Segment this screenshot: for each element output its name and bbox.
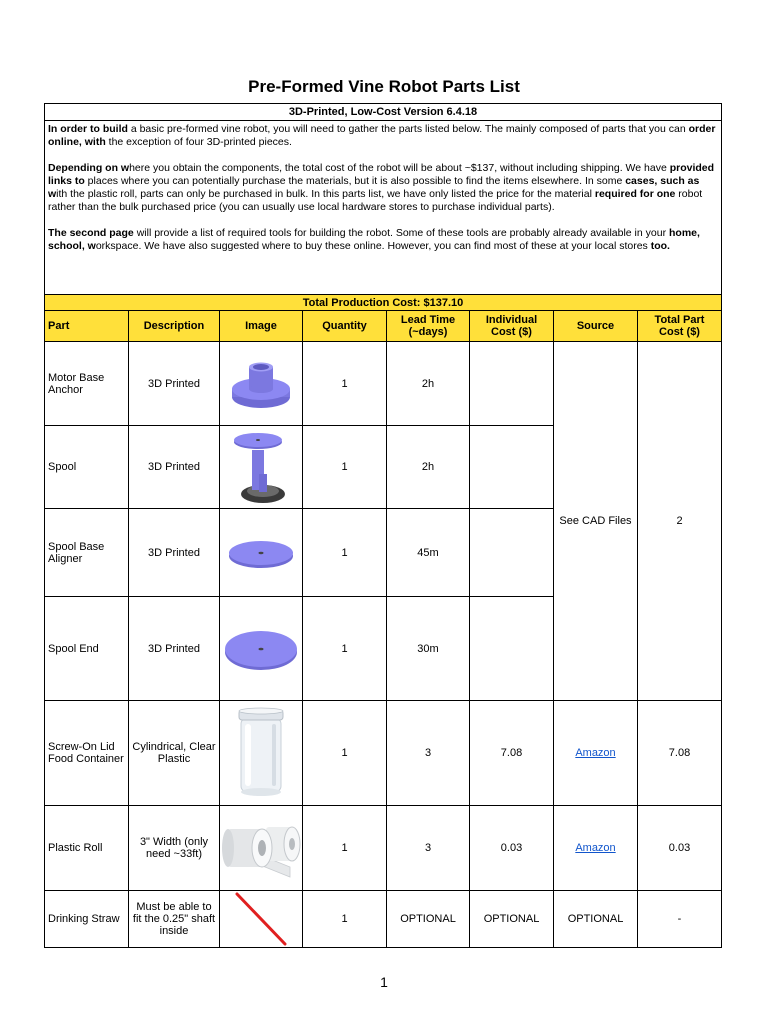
parts-table [44,103,722,948]
intro-text [45,121,722,295]
part-lead-time: 45m [387,509,470,597]
part-source [554,806,638,891]
part-description: 3" Width (only need ~33ft) [129,806,220,891]
part-individual-cost [470,597,554,701]
part-quantity: 1 [303,426,387,509]
part-description: 3D Printed [129,342,220,426]
intro-paragraph-1: In order to build a basic pre-formed vine robot, you will need to gather the parts listed below. The mainly composed of parts that you can order online, with the exception of four 3D-printed pieces. [48,123,716,148]
header-source: Source [554,311,638,342]
motor-base-anchor-render [220,342,303,426]
part-name: Motor Base Anchor [45,342,129,426]
part-individual-cost [470,342,554,426]
intro-paragraph-3: The second page will provide a list of required tools for building the robot. Some of these tools are probably already available in your home, school, workspace. We have also suggested where to buy these online. However, you can find most of these at your local stores too. [48,227,700,252]
merged-total-cell: 2 [638,342,722,701]
header-lead-time: Lead Time (~days) [387,311,470,342]
food-container-photo [220,701,303,806]
part-quantity: 1 [303,597,387,701]
amazon-link[interactable]: Amazon [575,747,616,759]
part-lead-time: 30m [387,597,470,701]
intro-paragraph-2: Depending on where you obtain the components, the total cost of the robot will be about ~$137, without including shipping. We have provided links to places where you can potentially purchase the materials, but it is also possible to find the items elsewhere. In some cases, such as with the plastic roll, parts can only be purchased in bulk. In this parts list, we have only listed the price for the material required for one robot rather than the bulk purchased price (you can usually use local hardware stores to purchase individual parts). [48,162,715,213]
part-name: Spool Base Aligner [45,509,129,597]
part-individual-cost: 7.08 [470,701,554,806]
page-title: Pre-Formed Vine Robot Parts List [248,77,520,96]
header-image: Image [220,311,303,342]
amazon-link[interactable]: Amazon [575,842,616,854]
part-name: Drinking Straw [45,891,129,948]
part-individual-cost: OPTIONAL [470,891,554,948]
table-row [45,806,722,891]
part-name: Screw-On Lid Food Container [45,701,129,806]
part-total-cost: - [638,891,722,948]
plastic-roll-photo [220,806,303,891]
table-row [45,891,722,948]
version-label: 3D-Printed, Low-Cost Version 6.4.18 [45,104,722,121]
part-source [554,701,638,806]
part-lead-time: 3 [387,806,470,891]
part-description: 3D Printed [129,597,220,701]
part-description: 3D Printed [129,509,220,597]
part-quantity: 1 [303,509,387,597]
part-lead-time: 3 [387,701,470,806]
header-part: Part [45,311,129,342]
part-individual-cost [470,509,554,597]
header-quantity: Quantity [303,311,387,342]
header-description: Description [129,311,220,342]
part-description: Cylindrical, Clear Plastic [129,701,220,806]
part-lead-time: OPTIONAL [387,891,470,948]
part-description: 3D Printed [129,426,220,509]
header-individual-cost: Individual Cost ($) [470,311,554,342]
table-header-row [45,311,722,342]
merged-source-cell: See CAD Files [554,342,638,701]
part-description: Must be able to fit the 0.25" shaft inside [129,891,220,948]
spool-base-aligner-render [220,509,303,597]
part-source: OPTIONAL [554,891,638,948]
part-quantity: 1 [303,701,387,806]
part-quantity: 1 [303,891,387,948]
table-row [45,701,722,806]
page-number: 1 [380,974,388,990]
table-row [45,342,722,426]
spool-render [220,426,303,509]
total-cost-banner: Total Production Cost: $137.10 [45,295,722,311]
part-quantity: 1 [303,806,387,891]
part-name: Spool [45,426,129,509]
part-individual-cost [470,426,554,509]
part-total-cost: 7.08 [638,701,722,806]
part-lead-time: 2h [387,342,470,426]
spool-end-render [220,597,303,701]
part-lead-time: 2h [387,426,470,509]
part-name: Spool End [45,597,129,701]
drinking-straw-photo [220,891,303,948]
header-total-part-cost: Total Part Cost ($) [638,311,722,342]
part-name: Plastic Roll [45,806,129,891]
part-quantity: 1 [303,342,387,426]
part-individual-cost: 0.03 [470,806,554,891]
part-total-cost: 0.03 [638,806,722,891]
